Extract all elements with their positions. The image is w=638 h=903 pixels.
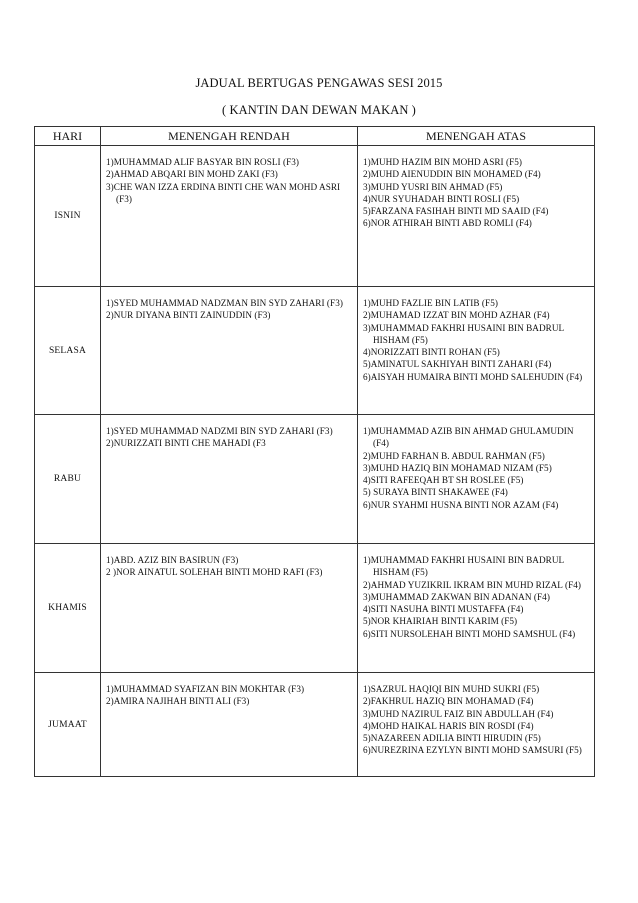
list-item: 1)MUHAMMAD AZIB BIN AHMAD GHULAMUDIN (F4) (363, 426, 574, 449)
header-menengah-rendah: MENENGAH RENDAH (101, 127, 358, 146)
list-item: 3)MUHD NAZIRUL FAIZ BIN ABDULLAH (F4) (363, 708, 554, 719)
list-item: 3)MUHAMMAD FAKHRI HUSAINI BIN BADRUL HISHAM (F5) (363, 322, 564, 345)
rendah-cell (101, 544, 358, 673)
list-item: 2)MUHD AIENUDDIN BIN MOHAMED (F4) (363, 169, 541, 180)
day-cell: KHAMIS (35, 544, 101, 673)
list-item: 1)MUHD HAZIM BIN MOHD ASRI (F5) (363, 157, 523, 167)
list-item: 1)MUHAMMAD FAKHRI HUSAINI BIN BADRUL HISHAM (F5) (363, 555, 564, 578)
table-row (35, 146, 595, 287)
day-cell: RABU (35, 415, 101, 544)
list-item: 1)MUHAMMAD SYAFIZAN BIN MOKHTAR (F3) (106, 684, 305, 694)
table-header-row (35, 127, 595, 146)
list-item: 5)NOR KHAIRIAH BINTI KARIM (F5) (363, 616, 518, 627)
list-item: 5)NAZAREEN ADILIA BINTI HIRUDIN (F5) (363, 733, 541, 744)
list-item: 3)MUHD YUSRI BIN AHMAD (F5) (363, 181, 503, 192)
list-item: 4)MOHD HAIKAL HARIS BIN ROSDI (F4) (363, 720, 534, 731)
table-row (35, 415, 595, 544)
list-item: 4)SITI NASUHA BINTI MUSTAFFA (F4) (363, 604, 524, 615)
list-item: 4)SITI RAFEEQAH BT SH ROSLEE (F5) (363, 475, 524, 486)
list-item: 1)MUHD FAZLIE BIN LATIB (F5) (363, 298, 498, 308)
list-item: 4)NORIZZATI BINTI ROHAN (F5) (363, 347, 500, 358)
list-item: 6)NOR ATHIRAH BINTI ABD ROMLI (F4) (363, 218, 532, 229)
list-item: 2)NUR DIYANA BINTI ZAINUDDIN (F3) (106, 310, 271, 321)
document-subtitle: ( KANTIN DAN DEWAN MAKAN ) (222, 103, 416, 117)
rendah-cell (101, 673, 358, 777)
list-item: 2)MUHAMAD IZZAT BIN MOHD AZHAR (F4) (363, 310, 550, 321)
list-item: 5)AMINATUL SAKHIYAH BINTI ZAHARI (F4) (363, 359, 552, 370)
atas-cell (358, 415, 595, 544)
atas-cell (358, 287, 595, 415)
list-item: 2)AMIRA NAJIHAH BINTI ALI (F3) (106, 696, 250, 707)
list-item: 1)SAZRUL HAQIQI BIN MUHD SUKRI (F5) (363, 684, 540, 694)
list-item: 2)AHMAD YUZIKRIL IKRAM BIN MUHD RIZAL (F4) (363, 579, 581, 590)
list-item: 6)SITI NURSOLEHAH BINTI MOHD SAMSHUL (F4) (363, 628, 576, 639)
list-item: 4)NUR SYUHADAH BINTI ROSLI (F5) (363, 193, 520, 204)
table-row (35, 544, 595, 673)
atas-cell (358, 544, 595, 673)
list-item: 3)CHE WAN IZZA ERDINA BINTI CHE WAN MOHD ASRI (F3) (106, 181, 341, 204)
table-row (35, 287, 595, 415)
header-menengah-atas: MENENGAH ATAS (358, 127, 595, 146)
table-row (35, 673, 595, 777)
duty-schedule-table (34, 126, 595, 777)
list-item: 5) SURAYA BINTI SHAKAWEE (F4) (363, 487, 508, 498)
list-item: 1)SYED MUHAMMAD NADZMI BIN SYD ZAHARI (F3) (106, 426, 333, 436)
header-hari: HARI (35, 127, 101, 146)
list-item: 1)ABD. AZIZ BIN BASIRUN (F3) (106, 555, 239, 565)
list-item: 3)MUHD HAZIQ BIN MOHAMAD NIZAM (F5) (363, 462, 552, 473)
list-item: 1)SYED MUHAMMAD NADZMAN BIN SYD ZAHARI (F3) (106, 298, 343, 308)
list-item: 1)MUHAMMAD ALIF BASYAR BIN ROSLI (F3) (106, 157, 300, 167)
atas-cell (358, 673, 595, 777)
list-item: 2)FAKHRUL HAZIQ BIN MOHAMAD (F4) (363, 696, 534, 707)
day-cell: SELASA (35, 287, 101, 415)
list-item: 6)NUR SYAHMI HUSNA BINTI NOR AZAM (F4) (363, 499, 559, 510)
document-title: JADUAL BERTUGAS PENGAWAS SESI 2015 (195, 76, 443, 90)
list-item: 2)MUHD FARHAN B. ABDUL RAHMAN (F5) (363, 450, 545, 461)
rendah-cell (101, 415, 358, 544)
list-item: 5)FARZANA FASIHAH BINTI MD SAAID (F4) (363, 206, 549, 217)
rendah-cell (101, 146, 358, 287)
list-item: 6)AISYAH HUMAIRA BINTI MOHD SALEHUDIN (F4) (363, 371, 583, 382)
atas-cell (358, 146, 595, 287)
list-item: 2)AHMAD ABQARI BIN MOHD ZAKI (F3) (106, 169, 278, 180)
list-item: 6)NUREZRINA EZYLYN BINTI MOHD SAMSURI (F5) (363, 745, 582, 756)
day-cell: JUMAAT (35, 673, 101, 777)
list-item: 3)MUHAMMAD ZAKWAN BIN ADANAN (F4) (363, 591, 550, 602)
rendah-cell (101, 287, 358, 415)
list-item: 2 )NOR AINATUL SOLEHAH BINTI MOHD RAFI (F3) (106, 567, 323, 578)
list-item: 2)NURIZZATI BINTI CHE MAHADI (F3 (106, 438, 266, 449)
day-cell: ISNIN (35, 146, 101, 287)
